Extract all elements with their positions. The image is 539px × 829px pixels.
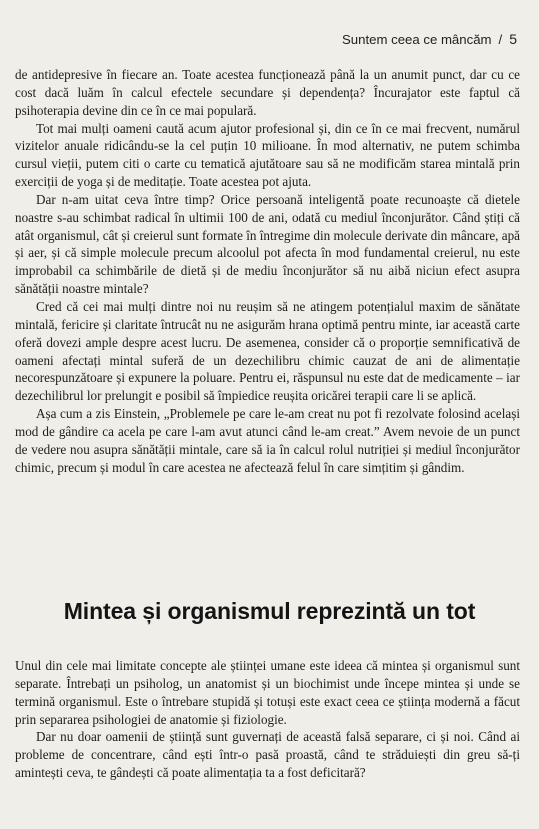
paragraph-continued: de antidepresive în fiecare an. Toate acestea funcționează până la un anumit punct, dar cu ce cost dacă luăm în calcul efectele secundare și dependența? Încurajator este faptul că psihoterapia devine din ce în ce mai populară.	[15, 67, 520, 118]
header-separator: /	[498, 32, 503, 47]
paragraph: Unul din cele mai limitate concepte ale științei umane este ideea că mintea și organismul sunt separate. Întrebați un psiholog, un anatomist și un biochimist unde începe mintea și unde se termină organismul. Este o întrebare stupidă și totuși este exact ceea ce știința modernă a făcut prin separarea psihologiei de anatomie și fiziologie.	[15, 658, 520, 727]
paragraph: Cred că cei mai mulți dintre noi nu reușim să ne atingem potențialul maxim de sănătate mintală, fericire și claritate întrucât nu ne asigurăm hrana optimă pentru minte, iar această carte oferă dovezi ample despre acest lucru. De asemenea, consider că o proporție semnificativă de oameni afectați mintal suferă de un dezechilibru chimic cauzat de ani de alimentație necorespunzătoare și expunere la poluare. Pentru ei, răspunsul nu este dat de medicamente – iar dezechilibrul lor prelungit e posibil să împiedice reușita oricărei terapii care li se aplică.	[15, 298, 520, 404]
running-title: Suntem ceea ce mâncăm	[341, 32, 492, 47]
paragraph: Tot mai mulți oameni caută acum ajutor profesional și, din ce în ce mai frecvent, numărul vizitelor anuale ridicându-se la cel puțin 10 milioane. În mod alternativ, ne putem schimba cursul vieții, putem citi o carte cu tematică ajutătoare sau să ne modificăm starea mintală prin exerciții de yoga și de meditație. Toate acestea pot ajuta.	[15, 120, 520, 190]
opening-text-block	[15, 66, 520, 476]
page-number: 5	[509, 31, 517, 47]
paragraph: Dar n-am uitat ceva între timp? Orice persoană inteligentă poate recunoaște că dietele noastre s-au schimbat radical în ultimii 100 de ani, odată cu mediul înconjurător. Când știți că atât organismul, cât și creierul sunt formate în întregime din molecule derivate din mâncare, apă și aer, și că simple molecule precum alcoolul pot afecta în mod fundamental creierul, nu este improbabil ca schimbările de dietă și de mediu înconjurător să nu aibă niciun efect asupra sănătății noastre mintale?	[15, 191, 520, 297]
section-heading: Mintea și organismul reprezintă un tot	[63, 598, 476, 624]
running-header	[342, 31, 517, 47]
paragraph: Dar nu doar oamenii de știință sunt guvernați de această falsă separare, ci și noi. Când ai probleme de concentrare, când ești într-o pasă proastă, când te străduiești din greu să-ți amintești ceva, te gândești că poate alimentația ta a fost deficitară?	[15, 729, 520, 781]
section-text-block	[15, 657, 520, 782]
paragraph: Așa cum a zis Einstein, „Problemele pe care le-am creat nu pot fi rezolvate folosind același mod de gândire ca acela pe care l-am avut atunci când le-am creat.” Avem nevoie de un punct de vedere nou asupra sănătății mintale, care să ia în calcul rolul nutriției și mediul înconjurător chimic, precum și modul în care acestea ne afectează felul în care simțitim și gândim.	[15, 406, 520, 475]
